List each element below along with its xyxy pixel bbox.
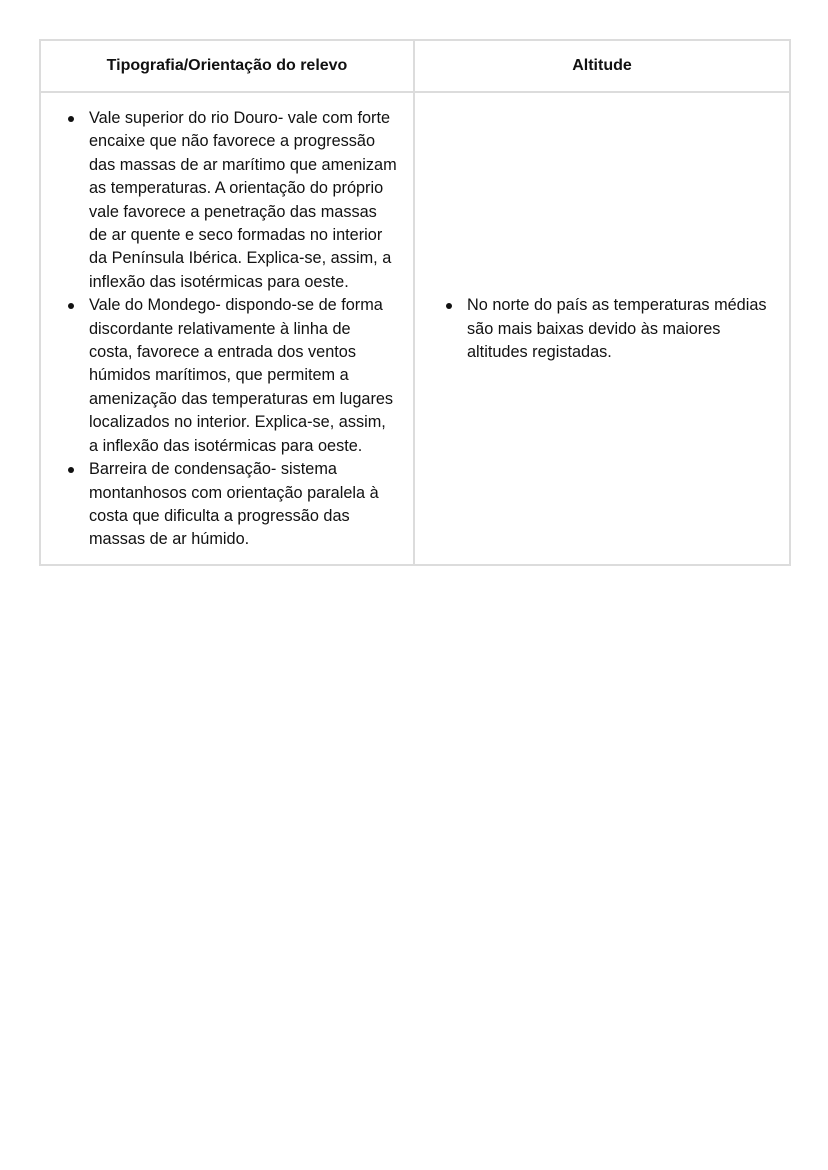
list-item-altitude [439,294,769,364]
cell-tipografia [40,92,414,565]
header-altitude: Altitude [414,40,790,92]
tipografia-list [61,107,397,552]
table-row [40,92,790,565]
list-item-text: Vale superior do rio Douro- vale com forte encaixe que não favorece a progressão das massas de ar marítimo que amenizam as temperaturas. A orientação do próprio vale favorece a penetração das massas de ar quente e seco formadas no interior da Península Ibérica. Explica-se, assim, a inflexão das isotérmicas para oeste. [89,109,397,291]
list-item-text: Barreira de condensação- sistema montanhosos com orientação paralela à costa que dificulta a progressão das massas de ar húmido. [89,460,379,549]
bullet-icon [68,467,74,473]
list-item-text: No norte do país as temperaturas médias são mais baixas devido às maiores altitudes registadas. [467,296,767,362]
bullet-icon [68,116,74,122]
bullet-icon [68,303,74,309]
table-header-row [40,40,790,92]
cell-altitude [414,92,790,565]
comparison-table [39,39,791,566]
list-item-douro [61,107,397,294]
list-item-text: Vale do Mondego- dispondo-se de forma discordante relativamente à linha de costa, favorece a entrada dos ventos húmidos marítimos, que permitem a amenização das temperaturas em lugares localizados no interior. Explica-se, assim, a inflexão das isotérmicas para oeste. [89,296,394,455]
bullet-icon [446,303,452,309]
list-item-mondego [61,294,397,458]
altitude-list [439,294,769,364]
list-item-barreira [61,458,397,552]
header-tipografia: Tipografia/Orientação do relevo [40,40,414,92]
